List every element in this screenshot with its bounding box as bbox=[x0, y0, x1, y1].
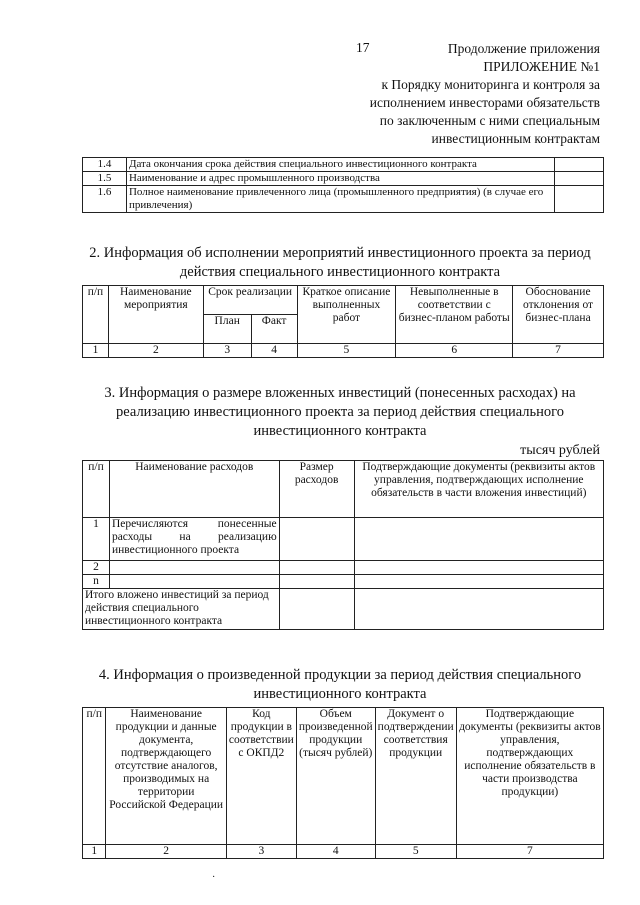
col-header-brief: Краткое описание выполненных работ bbox=[297, 286, 396, 344]
total-label: Итого вложено инвестиций за период действия специального инвестиционного контракта bbox=[83, 589, 280, 630]
expense-name: Перечисляются понесенные расходы на реализацию инвестиционного проекта bbox=[109, 518, 279, 561]
column-number: 1 bbox=[83, 344, 109, 358]
continuation-label: Продолжение приложения bbox=[447, 41, 600, 56]
expense-docs bbox=[354, 575, 603, 589]
row-number: 1.5 bbox=[83, 172, 127, 186]
column-number: 4 bbox=[251, 344, 297, 358]
column-number: 6 bbox=[396, 344, 513, 358]
section-4-title: 4. Информация о произведенной продукции за период действия специального инвестиционного контракта bbox=[98, 667, 582, 702]
table-row bbox=[83, 158, 604, 172]
row-label: Дата окончания срока действия специального инвестиционного контракта bbox=[126, 158, 554, 172]
row-number: n bbox=[83, 575, 110, 589]
column-number: 7 bbox=[513, 344, 604, 358]
col-header-plan: План bbox=[203, 315, 251, 344]
col-header-justification: Обоснование отклонения от бизнес-плана bbox=[513, 286, 604, 344]
expense-name bbox=[109, 575, 279, 589]
table-row bbox=[83, 575, 604, 589]
row-value bbox=[555, 172, 604, 186]
col-header-unfulfilled: Невыполненные в соответствии с бизнес-планом работы bbox=[396, 286, 513, 344]
expense-docs bbox=[354, 561, 603, 575]
table-row bbox=[83, 172, 604, 186]
row-value bbox=[555, 158, 604, 172]
column-number: 3 bbox=[203, 344, 251, 358]
row-value bbox=[555, 186, 604, 213]
column-number: 4 bbox=[296, 845, 375, 859]
col-header-pn: п/п bbox=[83, 708, 106, 845]
col-header-pn: п/п bbox=[83, 286, 109, 344]
row-number: 1.4 bbox=[83, 158, 127, 172]
row-label: Полное наименование привлеченного лица (промышленного предприятия) (в случае его привлечения) bbox=[126, 186, 554, 213]
table-row bbox=[83, 589, 604, 630]
page-number: 17 bbox=[356, 40, 370, 55]
col-header-term: Срок реализации bbox=[203, 286, 297, 315]
units-label: тысяч рублей bbox=[520, 443, 600, 458]
row-number: 1 bbox=[83, 518, 110, 561]
col-header-pn: п/п bbox=[83, 461, 110, 518]
col-header-fact: Факт bbox=[251, 315, 297, 344]
section-3-title: 3. Информация о размере вложенных инвестиций (понесенных расходах) на реализацию инвестиционного проекта за период действия специального инвестиционного контракта bbox=[104, 385, 576, 439]
column-number: 2 bbox=[108, 344, 203, 358]
col-header-size: Размер расходов bbox=[279, 461, 354, 518]
appendix-title: ПРИЛОЖЕНИЕ №1 bbox=[483, 59, 600, 74]
appendix-subtitle-line-1: к Порядку мониторинга и контроля за bbox=[381, 77, 600, 92]
expense-docs bbox=[354, 518, 603, 561]
appendix-subtitle-line-4: инвестиционным контрактам bbox=[431, 131, 600, 146]
expense-size bbox=[279, 518, 354, 561]
expense-size bbox=[279, 561, 354, 575]
row-number: 1.6 bbox=[83, 186, 127, 213]
column-number: 5 bbox=[297, 344, 396, 358]
table-row bbox=[83, 518, 604, 561]
col-header-name: Наименование расходов bbox=[109, 461, 279, 518]
expense-size bbox=[279, 575, 354, 589]
total-docs bbox=[354, 589, 603, 630]
col-header-docs: Подтверждающие документы (реквизиты актов управления, подтверждающих исполнение обязательств в части вложения инвестиций) bbox=[354, 461, 603, 518]
section-2-title: 2. Информация об исполнении мероприятий инвестиционного проекта за период действия специального инвестиционного контракта bbox=[89, 245, 591, 280]
table-row bbox=[83, 186, 604, 213]
products-table bbox=[82, 707, 604, 859]
activities-table bbox=[82, 285, 604, 358]
col-header-confirm: Подтверждающие документы (реквизиты актов управления, подтверждающих исполнение обязательств в части производства продукции) bbox=[456, 708, 603, 845]
table-row bbox=[83, 561, 604, 575]
column-number: 1 bbox=[83, 845, 106, 859]
appendix-subtitle-line-3: по заключенным с ними специальным bbox=[379, 113, 600, 128]
total-size bbox=[279, 589, 354, 630]
column-number: 3 bbox=[226, 845, 296, 859]
investments-table bbox=[82, 460, 604, 630]
col-header-volume: Объем произведенной продукции (тысяч рублей) bbox=[296, 708, 375, 845]
passport-table bbox=[82, 157, 604, 213]
column-number: 7 bbox=[456, 845, 603, 859]
expense-name bbox=[109, 561, 279, 575]
col-header-name: Наименование мероприятия bbox=[108, 286, 203, 344]
col-header-code: Код продукции в соответствии с ОКПД2 bbox=[226, 708, 296, 845]
column-number: 2 bbox=[106, 845, 226, 859]
column-number: 5 bbox=[375, 845, 456, 859]
col-header-name: Наименование продукции и данные документа, подтверждающего отсутствие аналогов, производимых на территории Российской Федерации bbox=[106, 708, 226, 845]
stray-mark: · bbox=[212, 872, 216, 883]
row-label: Наименование и адрес промышленного производства bbox=[126, 172, 554, 186]
appendix-subtitle-line-2: исполнением инвесторами обязательств bbox=[369, 95, 600, 110]
row-number: 2 bbox=[83, 561, 110, 575]
col-header-doc: Документ о подтверждении соответствия продукции bbox=[375, 708, 456, 845]
